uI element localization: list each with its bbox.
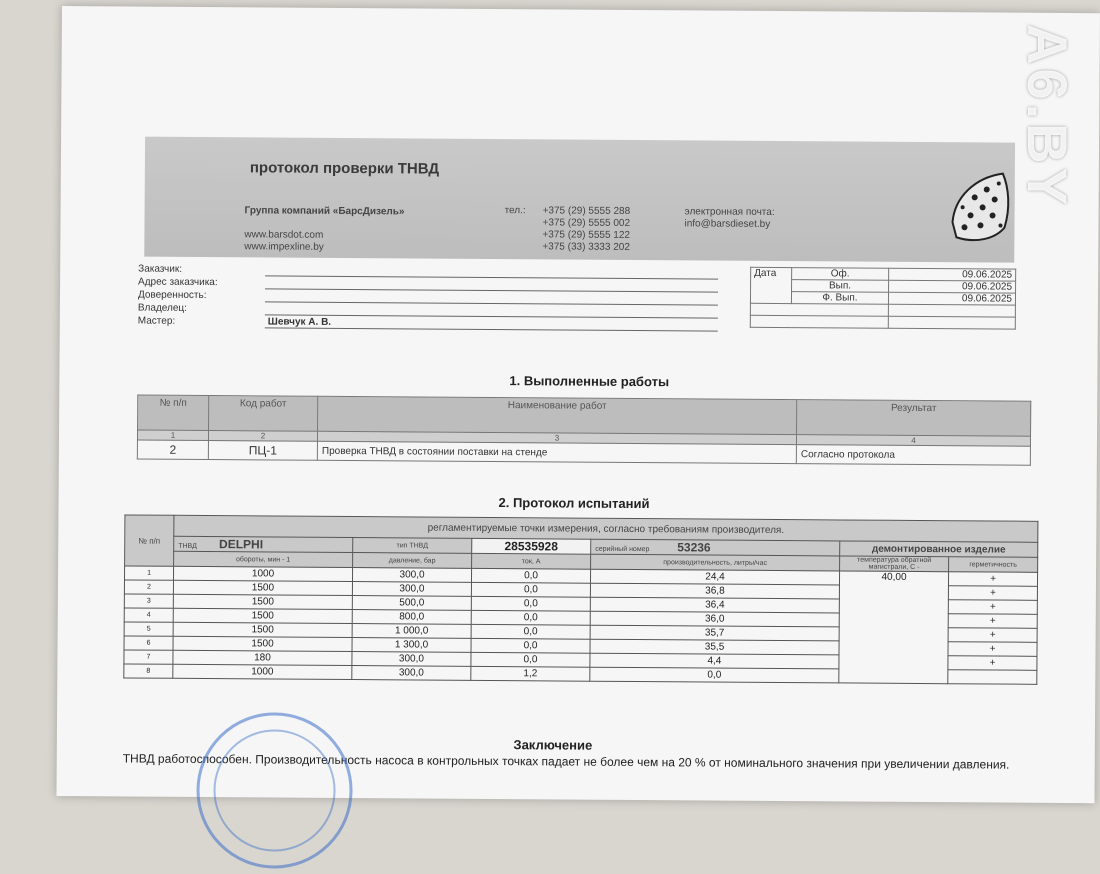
email-label: электронная почта: (684, 206, 775, 218)
tightness-value: + (948, 614, 1037, 629)
protocol-title: 2. Протокол испытаний (498, 495, 650, 512)
flow-value: 0,0 (590, 667, 839, 683)
pressure-value: 300,0 (352, 568, 471, 583)
phone-list (542, 205, 630, 254)
pressure-value: 1 000,0 (352, 624, 471, 639)
col-header: Наименование работ (318, 396, 797, 434)
flow-value: 24,4 (590, 569, 839, 585)
col-number: 3 (317, 431, 796, 444)
tightness-value: + (948, 656, 1037, 671)
date-value: 09.06.2025 (889, 280, 1016, 293)
col-rpm: обороты, мин - 1 (174, 551, 353, 567)
phone-label: тел.: (504, 205, 526, 217)
row-number: 7 (124, 650, 173, 664)
col-current: ток, А (472, 553, 591, 569)
current-value: 0,0 (471, 568, 590, 583)
rpm-value: 1500 (173, 580, 352, 595)
tnvd-cell (174, 536, 353, 552)
col-header: Результат (797, 400, 1031, 437)
customer-label: Адрес заказчика: (138, 276, 218, 289)
row-number: 4 (124, 608, 173, 622)
phone: +375 (29) 5555 288 (542, 205, 631, 217)
current-value: 0,0 (471, 610, 590, 625)
works-title: 1. Выполненные работы (509, 373, 670, 390)
type-value: 28535928 (472, 538, 591, 554)
customer-label: Доверенность: (137, 289, 207, 302)
row-number: 3 (124, 594, 173, 608)
customer-block (138, 264, 718, 333)
phone: +375 (33) 3333 202 (542, 241, 630, 253)
rpm-value: 1500 (173, 608, 352, 623)
current-value: 0,0 (471, 624, 590, 639)
document-page (56, 6, 1099, 803)
tightness-value: + (948, 628, 1037, 643)
customer-row (138, 316, 718, 333)
type-label: тип ТНВД (353, 538, 472, 554)
date-value: 09.06.2025 (888, 292, 1015, 305)
col-header: № п/п (138, 395, 209, 430)
current-value: 0,0 (471, 596, 590, 611)
current-value: 0,0 (471, 638, 590, 653)
row-number: 5 (124, 622, 173, 636)
rpm-value: 1000 (173, 566, 352, 581)
date-name: Оф. (792, 268, 889, 281)
current-value: 0,0 (471, 652, 590, 667)
current-value: 0,0 (471, 582, 590, 597)
col-header: Код работ (209, 396, 318, 432)
rpm-value: 1500 (173, 622, 352, 637)
temp-value: 40,00 (839, 571, 949, 684)
customer-label: Владелец: (137, 302, 187, 314)
row-number: 2 (124, 580, 173, 594)
date-name: Ф. Вып. (791, 292, 888, 305)
pressure-value: 300,0 (352, 652, 471, 667)
pressure-value: 1 300,0 (352, 638, 471, 653)
tightness-value: + (948, 642, 1037, 657)
pressure-value: 300,0 (352, 666, 471, 681)
rpm-value: 1500 (173, 594, 352, 609)
flow-value: 36,4 (590, 597, 839, 613)
col-flow: производительность, литры/час (591, 554, 840, 571)
document-title: протокол проверки ТНВД (249, 159, 440, 178)
email-block (684, 206, 774, 231)
work-code: ПЦ-1 (208, 441, 317, 461)
col-pressure: давление, бар (353, 553, 472, 569)
flow-value: 36,0 (590, 611, 839, 627)
pressure-value: 800,0 (352, 610, 471, 625)
flow-value: 35,5 (590, 639, 839, 655)
no-header: № п/п (125, 515, 174, 566)
col-tightness: герметичность (949, 557, 1038, 573)
col-number: 1 (137, 430, 208, 440)
protocol-caption: регламентируемые точки измерения, согласно требованиям производителя. (174, 515, 1038, 542)
conclusion-text: ТНВД работоспособен. Производительность насоса в контрольных точках падает не более чем на 20 % от номинального значения при увеличении давления. (122, 751, 1010, 772)
tightness-value: + (948, 586, 1037, 601)
serial-value: 53236 (677, 540, 711, 555)
watermark: А6.BY (1016, 24, 1079, 209)
serial-label: серийный номер (595, 545, 650, 554)
phone: +375 (29) 5555 122 (542, 229, 631, 241)
protocol-table (123, 514, 1038, 684)
work-name: Проверка ТНВД в состоянии поставки на стенде (317, 441, 796, 463)
row-number: 1 (124, 566, 173, 580)
flow-value: 36,8 (590, 583, 839, 599)
col-temp: температура обратной магистрали, С - (840, 556, 949, 572)
conclusion-title: Заключение (513, 737, 593, 753)
col-number: 2 (208, 431, 317, 442)
product-state: демонтированное изделие (840, 541, 1038, 557)
current-value: 1,2 (471, 666, 590, 681)
email: info@barsdieset.by (684, 218, 771, 230)
date-label: Дата (750, 267, 791, 303)
customer-label: Мастер: (137, 315, 176, 327)
tightness-value: + (948, 600, 1037, 615)
company-websites (244, 229, 324, 254)
website: www.impexline.by (244, 241, 324, 253)
rpm-value: 180 (173, 650, 352, 665)
work-number: 2 (137, 440, 208, 459)
work-result: Согласно протокола (796, 445, 1030, 466)
tightness-value (948, 670, 1037, 685)
website: www.barsdot.com (244, 229, 324, 241)
serial-cell (591, 539, 840, 556)
rpm-value: 1000 (173, 664, 352, 679)
date-value: 09.06.2025 (889, 268, 1016, 281)
customer-label: Заказчик: (138, 263, 183, 275)
tnvd-label: ТНВД (178, 542, 197, 550)
works-table (137, 395, 1031, 466)
row-number: 6 (124, 636, 173, 650)
tightness-value: + (948, 572, 1037, 587)
dates-table (750, 267, 1016, 330)
flow-value: 35,7 (590, 625, 839, 641)
flow-value: 4,4 (590, 653, 839, 669)
company-name: Группа компаний «БарсДизель» (244, 205, 405, 218)
phone: +375 (29) 5555 002 (542, 217, 631, 229)
pressure-value: 500,0 (352, 596, 471, 611)
master-name: Шевчук А. В. (267, 316, 332, 328)
leopard-logo-icon (944, 167, 1015, 247)
rpm-value: 1500 (173, 636, 352, 651)
col-number: 4 (796, 435, 1030, 447)
tnvd-value: DELPHI (219, 537, 264, 552)
company-stamp (196, 712, 353, 869)
row-number: 8 (124, 664, 173, 678)
header-band (144, 137, 1015, 263)
date-name: Вып. (792, 280, 889, 293)
pressure-value: 300,0 (352, 582, 471, 597)
